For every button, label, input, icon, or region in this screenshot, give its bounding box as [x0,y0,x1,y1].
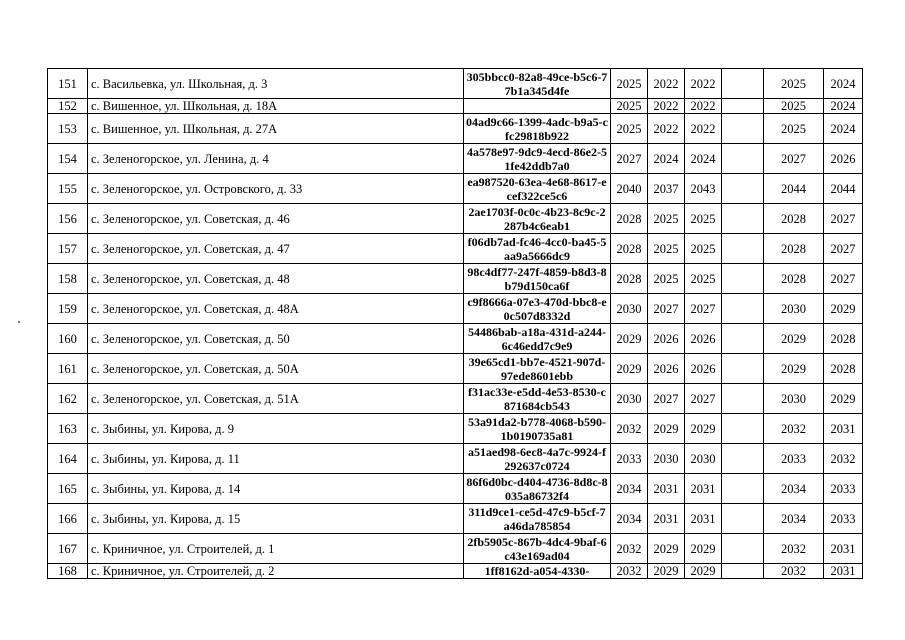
year-cell-1: 2028 [611,204,648,234]
row-number: 166 [48,504,88,534]
guid-cell: c9f8666a-07e3-470d-bbc8-e0c507d8332d [464,294,611,324]
row-number: 159 [48,294,88,324]
guid-cell: 2fb5905c-867b-4dc4-9baf-6c43e169ad04 [464,534,611,564]
year-cell-3: 2024 [685,144,722,174]
year-cell-3: 2043 [685,174,722,204]
year-cell-6: 2027 [824,264,863,294]
row-number: 162 [48,384,88,414]
year-cell-6: 2028 [824,354,863,384]
year-cell-4 [722,69,764,99]
guid-cell: ea987520-63ea-4e68-8617-ecef322ce5c6 [464,174,611,204]
guid-cell: 4a578e97-9dc9-4ecd-86e2-51fe42ddb7a0 [464,144,611,174]
year-cell-5: 2025 [764,99,824,114]
guid-cell: 53a91da2-b778-4068-b590-1b0190735a81 [464,414,611,444]
table-row [48,69,863,99]
table-row [48,114,863,144]
year-cell-2: 2029 [648,564,685,579]
table-row [48,324,863,354]
guid-cell: 98c4df77-247f-4859-b8d3-8b79d150ca6f [464,264,611,294]
year-cell-2: 2026 [648,324,685,354]
year-cell-5: 2032 [764,564,824,579]
address-cell: с. Васильевка, ул. Школьная, д. 3 [88,69,464,99]
year-cell-3: 2022 [685,114,722,144]
year-cell-3: 2027 [685,294,722,324]
year-cell-2: 2031 [648,504,685,534]
address-cell: с. Зеленогорское, ул. Советская, д. 48 [88,264,464,294]
row-number: 165 [48,474,88,504]
year-cell-4 [722,174,764,204]
year-cell-2: 2025 [648,234,685,264]
row-number: 154 [48,144,88,174]
guid-cell: 39e65cd1-bb7e-4521-907d-97ede8601ebb [464,354,611,384]
year-cell-3: 2026 [685,324,722,354]
year-cell-4 [722,294,764,324]
guid-cell: f31ac33e-e5dd-4e53-8530-c871684cb543 [464,384,611,414]
year-cell-5: 2033 [764,444,824,474]
row-number: 155 [48,174,88,204]
table-row [48,354,863,384]
year-cell-6: 2031 [824,414,863,444]
year-cell-4 [722,144,764,174]
table-row [48,234,863,264]
year-cell-5: 2034 [764,474,824,504]
year-cell-2: 2027 [648,384,685,414]
address-cell: с. Зыбины, ул. Кирова, д. 15 [88,504,464,534]
address-cell: с. Зеленогорское, ул. Островского, д. 33 [88,174,464,204]
guid-cell: 2ae1703f-0c0c-4b23-8c9c-2287b4c6eab1 [464,204,611,234]
row-number: 152 [48,99,88,114]
year-cell-6: 2031 [824,564,863,579]
table-row [48,444,863,474]
year-cell-3: 2025 [685,204,722,234]
year-cell-1: 2028 [611,264,648,294]
scan-speck [18,321,20,323]
year-cell-1: 2027 [611,144,648,174]
table-row [48,564,863,579]
guid-cell: f06db7ad-fc46-4cc0-ba45-5aa9a5666dc9 [464,234,611,264]
year-cell-1: 2034 [611,474,648,504]
table-row [48,474,863,504]
address-cell: с. Зыбины, ул. Кирова, д. 11 [88,444,464,474]
guid-cell: 04ad9c66-1399-4adc-b9a5-cfc29818b922 [464,114,611,144]
year-cell-1: 2030 [611,294,648,324]
guid-cell: 54486bab-a18a-431d-a244-6c46edd7c9e9 [464,324,611,354]
year-cell-5: 2029 [764,354,824,384]
year-cell-1: 2032 [611,534,648,564]
row-number: 161 [48,354,88,384]
year-cell-3: 2022 [685,99,722,114]
year-cell-2: 2022 [648,114,685,144]
year-cell-3: 2031 [685,474,722,504]
year-cell-2: 2029 [648,534,685,564]
table-row [48,264,863,294]
row-number: 158 [48,264,88,294]
year-cell-4 [722,99,764,114]
address-cell: с. Зеленогорское, ул. Советская, д. 50А [88,354,464,384]
year-cell-5: 2030 [764,384,824,414]
year-cell-6: 2029 [824,294,863,324]
year-cell-1: 2032 [611,564,648,579]
year-cell-2: 2037 [648,174,685,204]
year-cell-3: 2029 [685,414,722,444]
year-cell-3: 2031 [685,504,722,534]
table-row [48,99,863,114]
year-cell-6: 2027 [824,204,863,234]
year-cell-3: 2022 [685,69,722,99]
register-table [47,68,863,579]
year-cell-2: 2025 [648,264,685,294]
year-cell-5: 2032 [764,534,824,564]
address-cell: с. Криничное, ул. Строителей, д. 2 [88,564,464,579]
address-cell: с. Криничное, ул. Строителей, д. 1 [88,534,464,564]
row-number: 156 [48,204,88,234]
year-cell-5: 2025 [764,114,824,144]
year-cell-2: 2030 [648,444,685,474]
year-cell-2: 2027 [648,294,685,324]
year-cell-5: 2028 [764,264,824,294]
year-cell-3: 2029 [685,564,722,579]
year-cell-4 [722,324,764,354]
guid-cell [464,99,611,114]
table-row [48,504,863,534]
year-cell-5: 2028 [764,204,824,234]
year-cell-5: 2030 [764,294,824,324]
address-cell: с. Зыбины, ул. Кирова, д. 9 [88,414,464,444]
address-cell: с. Зеленогорское, ул. Советская, д. 51А [88,384,464,414]
guid-cell: 311d9ce1-ce5d-47c9-b5cf-7a46da785854 [464,504,611,534]
table-row [48,534,863,564]
year-cell-2: 2024 [648,144,685,174]
year-cell-4 [722,384,764,414]
year-cell-2: 2031 [648,474,685,504]
year-cell-1: 2029 [611,324,648,354]
year-cell-1: 2033 [611,444,648,474]
year-cell-3: 2027 [685,384,722,414]
year-cell-5: 2032 [764,414,824,444]
address-cell: с. Зыбины, ул. Кирова, д. 14 [88,474,464,504]
year-cell-6: 2031 [824,534,863,564]
table-body [48,69,863,579]
table-row [48,144,863,174]
year-cell-2: 2029 [648,414,685,444]
address-cell: с. Зеленогорское, ул. Ленина, д. 4 [88,144,464,174]
address-cell: с. Зеленогорское, ул. Советская, д. 50 [88,324,464,354]
year-cell-1: 2030 [611,384,648,414]
table-row [48,174,863,204]
year-cell-1: 2034 [611,504,648,534]
year-cell-4 [722,534,764,564]
year-cell-5: 2025 [764,69,824,99]
address-cell: с. Зеленогорское, ул. Советская, д. 47 [88,234,464,264]
year-cell-6: 2033 [824,474,863,504]
table-row [48,204,863,234]
year-cell-4 [722,114,764,144]
year-cell-2: 2022 [648,69,685,99]
year-cell-1: 2040 [611,174,648,204]
year-cell-2: 2026 [648,354,685,384]
table-row [48,414,863,444]
year-cell-6: 2044 [824,174,863,204]
year-cell-3: 2030 [685,444,722,474]
year-cell-6: 2029 [824,384,863,414]
year-cell-5: 2028 [764,234,824,264]
table-row [48,294,863,324]
year-cell-6: 2024 [824,99,863,114]
row-number: 168 [48,564,88,579]
year-cell-4 [722,354,764,384]
register-table-page [47,68,862,579]
year-cell-5: 2029 [764,324,824,354]
year-cell-2: 2022 [648,99,685,114]
year-cell-2: 2025 [648,204,685,234]
year-cell-6: 2033 [824,504,863,534]
address-cell: с. Вишенное, ул. Школьная, д. 18А [88,99,464,114]
year-cell-1: 2032 [611,414,648,444]
year-cell-6: 2028 [824,324,863,354]
year-cell-6: 2024 [824,114,863,144]
year-cell-4 [722,444,764,474]
row-number: 164 [48,444,88,474]
year-cell-6: 2026 [824,144,863,174]
year-cell-1: 2025 [611,114,648,144]
year-cell-5: 2044 [764,174,824,204]
year-cell-5: 2027 [764,144,824,174]
year-cell-4 [722,504,764,534]
year-cell-4 [722,474,764,504]
row-number: 157 [48,234,88,264]
table-row [48,384,863,414]
row-number: 160 [48,324,88,354]
year-cell-1: 2029 [611,354,648,384]
address-cell: с. Зеленогорское, ул. Советская, д. 46 [88,204,464,234]
year-cell-4 [722,264,764,294]
year-cell-3: 2025 [685,264,722,294]
year-cell-1: 2025 [611,99,648,114]
year-cell-3: 2029 [685,534,722,564]
address-cell: с. Зеленогорское, ул. Советская, д. 48А [88,294,464,324]
year-cell-4 [722,234,764,264]
row-number: 151 [48,69,88,99]
year-cell-5: 2034 [764,504,824,534]
guid-cell: 86f6d0bc-d404-4736-8d8c-8035a86732f4 [464,474,611,504]
year-cell-6: 2024 [824,69,863,99]
year-cell-6: 2027 [824,234,863,264]
year-cell-4 [722,414,764,444]
year-cell-3: 2025 [685,234,722,264]
guid-cell: a51aed98-6ec8-4a7c-9924-f292637c0724 [464,444,611,474]
row-number: 153 [48,114,88,144]
year-cell-6: 2032 [824,444,863,474]
year-cell-3: 2026 [685,354,722,384]
year-cell-4 [722,564,764,579]
guid-cell: 1ff8162d-a054-4330- [464,564,611,579]
row-number: 167 [48,534,88,564]
year-cell-4 [722,204,764,234]
year-cell-1: 2025 [611,69,648,99]
address-cell: с. Вишенное, ул. Школьная, д. 27А [88,114,464,144]
year-cell-1: 2028 [611,234,648,264]
guid-cell: 305bbcc0-82a8-49ce-b5c6-77b1a345d4fe [464,69,611,99]
row-number: 163 [48,414,88,444]
